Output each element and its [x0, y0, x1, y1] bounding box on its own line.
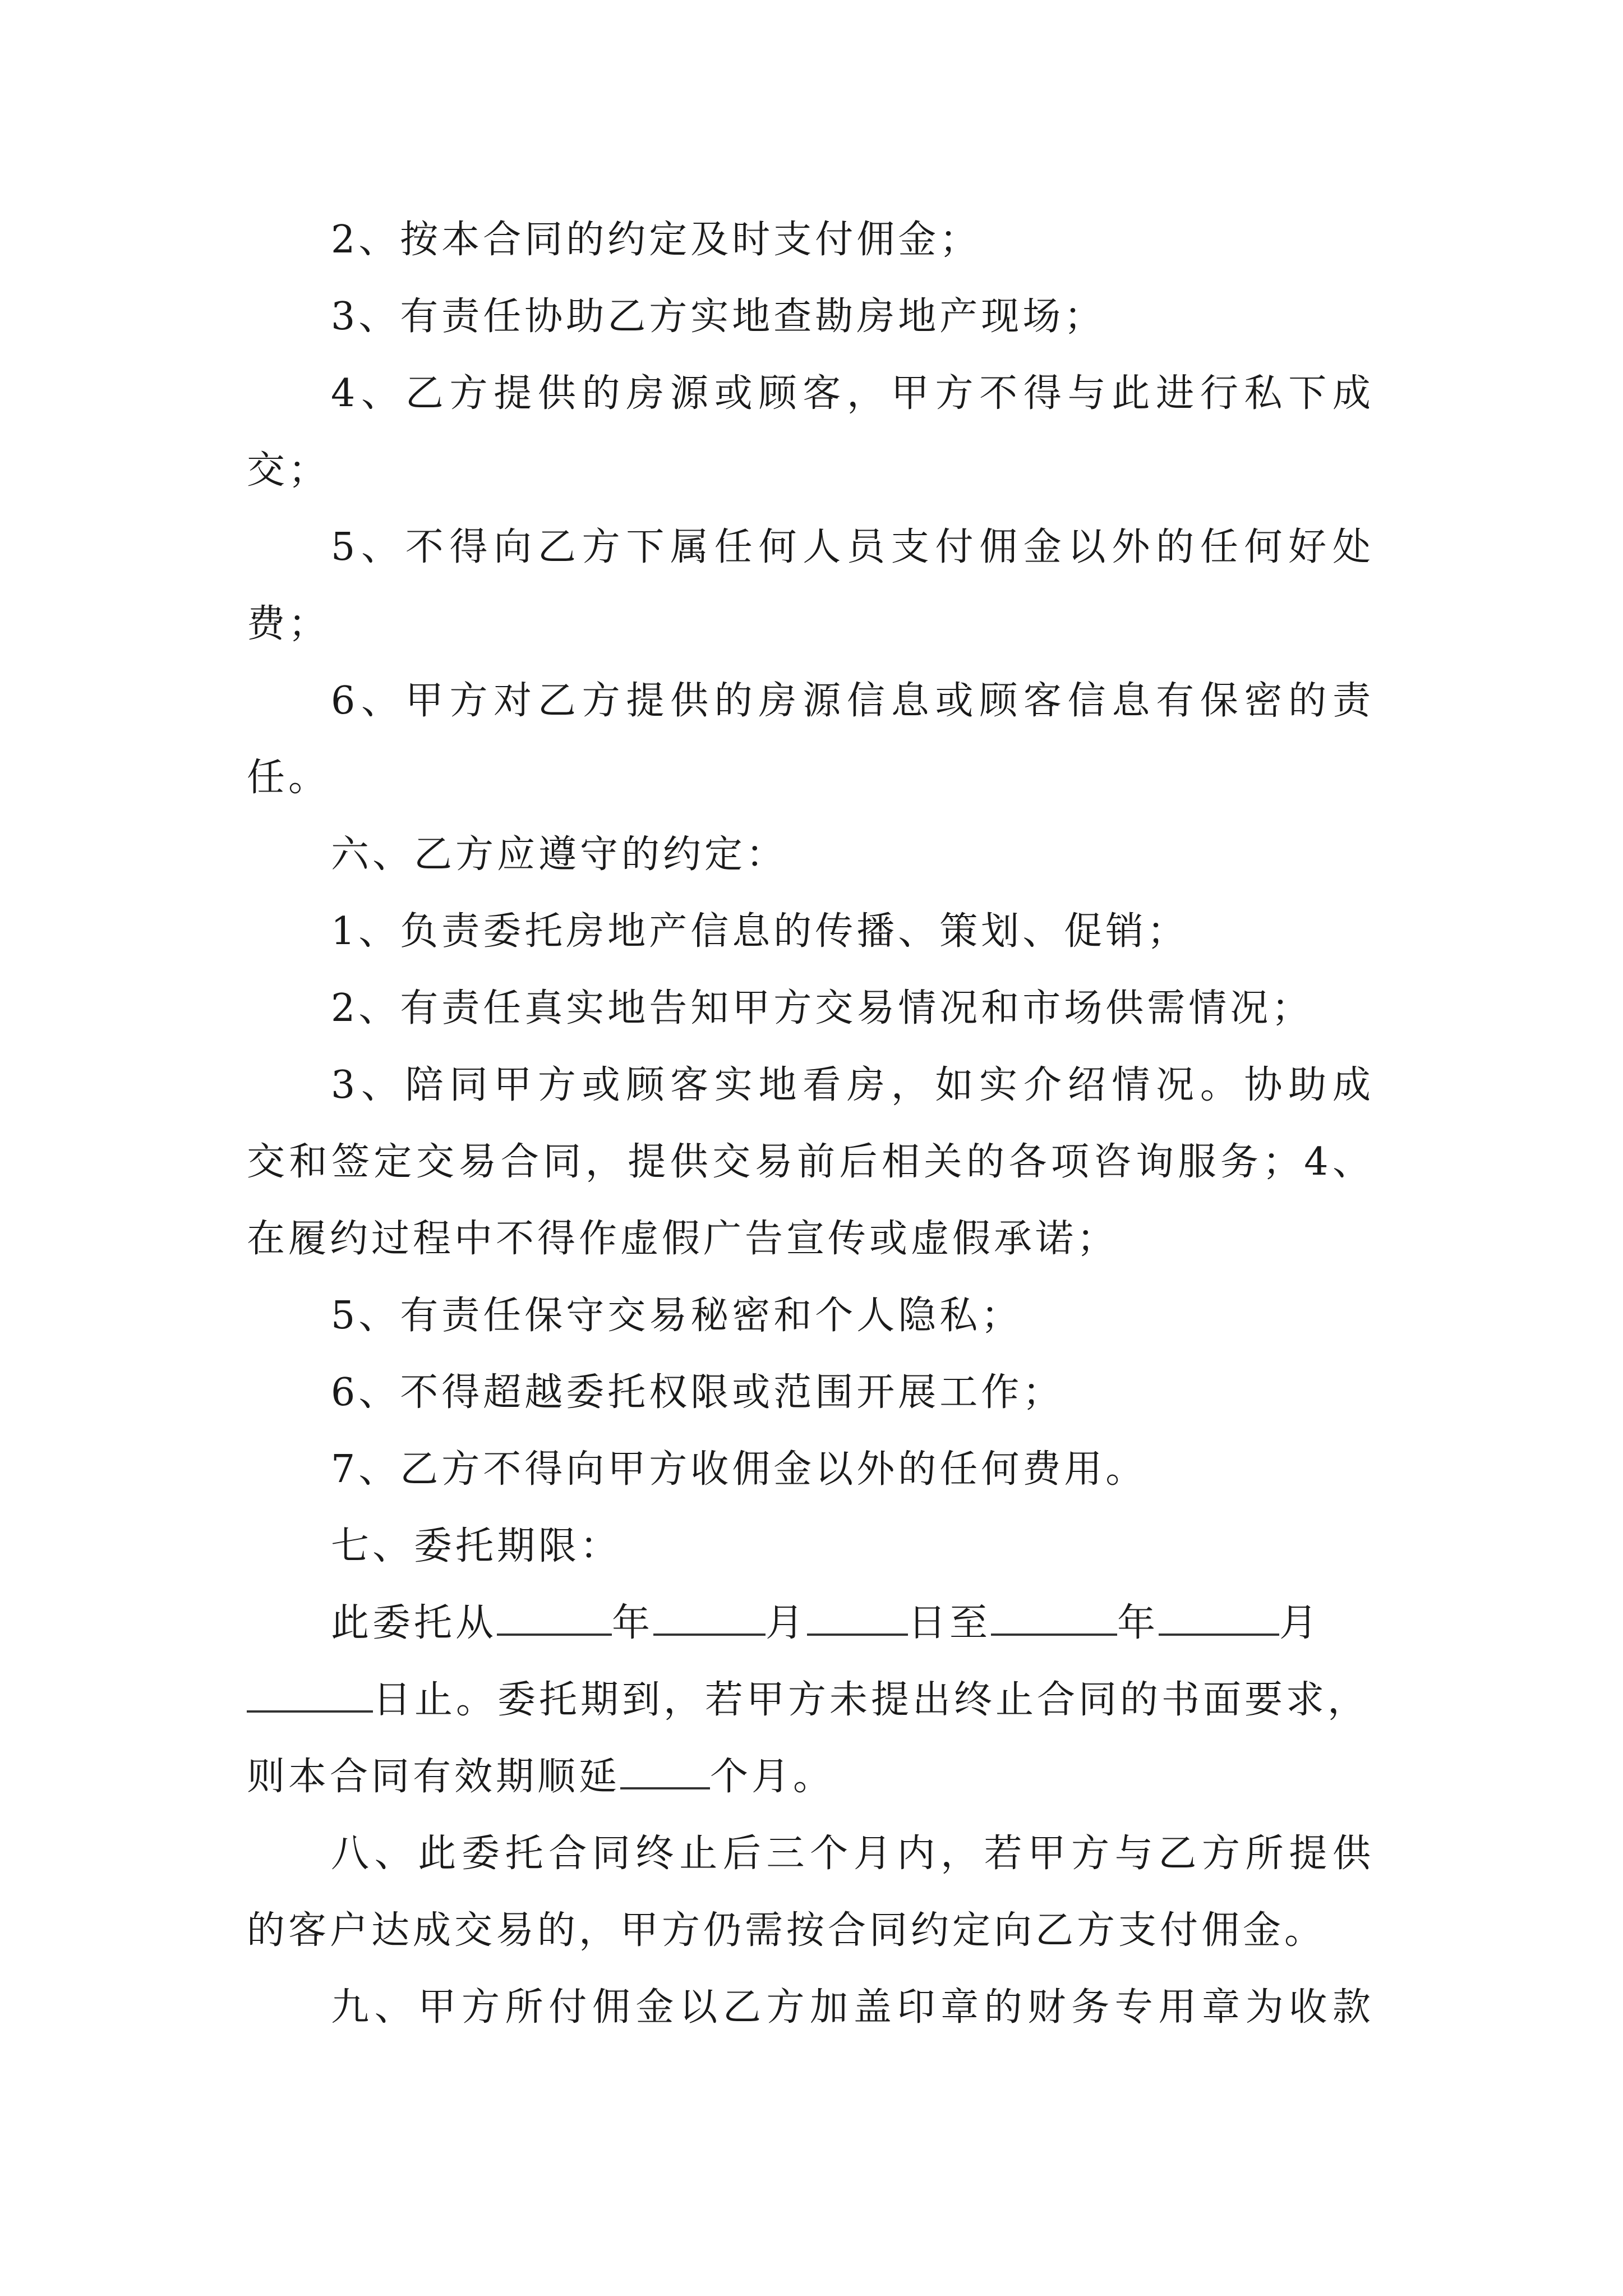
clause-6-item-3: 3、陪同甲方或顾客实地看房，如实介绍情况。协助成: [331, 1063, 1374, 1107]
term-month2-text: 月: [1279, 1601, 1321, 1645]
clause-5-item-5: 5、不得向乙方下属任何人员支付佣金以外的任何好处: [331, 525, 1374, 569]
clause-6-item-1: 1、负责委托房地产信息的传播、策划、促销；: [331, 909, 1189, 954]
section-6-heading: 六、乙方应遵守的约定：: [331, 832, 788, 877]
clause-6-item-5: 5、有责任保守交易秘密和个人隐私；: [331, 1294, 1023, 1338]
blank-end-year: [991, 1594, 1117, 1636]
blank-start-day: [807, 1594, 908, 1636]
term-year2-text: 年: [1117, 1601, 1159, 1645]
section-8: 八、此委托合同终止后三个月内，若甲方与乙方所提供: [331, 1832, 1374, 1876]
section-9: 九、甲方所付佣金以乙方加盖印章的财务专用章为收款: [331, 1985, 1374, 2030]
term-months-text: 个月。: [710, 1755, 835, 1799]
clause-5-item-6: 6、甲方对乙方提供的房源信息或顾客信息有保密的责: [331, 679, 1374, 723]
blank-extend-months: [620, 1748, 710, 1789]
blank-end-day: [247, 1671, 373, 1713]
blank-end-month: [1159, 1594, 1279, 1636]
clause-5-item-5-cont: 费；: [247, 602, 330, 646]
document-body: [247, 209, 1374, 2054]
term-clause-line-3: [247, 1746, 1374, 1823]
term-from-text: 此委托从: [331, 1601, 497, 1645]
term-day-to-text: 日至: [908, 1601, 992, 1645]
clause-5-item-3: 3、有责任协助乙方实地查勘房地产现场；: [331, 295, 1106, 339]
clause-5-item-2: 2、按本合同的约定及时支付佣金；: [331, 218, 981, 262]
clause-5-item-6-cont: 任。: [247, 756, 330, 800]
blank-start-year: [497, 1594, 612, 1636]
blank-start-month: [653, 1594, 766, 1636]
clause-5-item-4: 4、乙方提供的房源或顾客，甲方不得与此进行私下成: [331, 371, 1374, 416]
clause-6-item-7: 7、乙方不得向甲方收佣金以外的任何费用。: [331, 1447, 1147, 1492]
clause-6-item-6: 6、不得超越委托权限或范围开展工作；: [331, 1370, 1064, 1415]
clause-6-item-2: 2、有责任真实地告知甲方交易情况和市场供需情况；: [331, 986, 1313, 1030]
term-end-text: 日止。委托期到，若甲方未提出终止合同的书面要求，: [373, 1678, 1370, 1722]
term-extend-text: 则本合同有效期顺延: [247, 1755, 621, 1799]
clause-6-item-4-cont: 在履约过程中不得作虚假广告宣传或虚假承诺；: [247, 1217, 1119, 1261]
term-year-text: 年: [612, 1601, 654, 1645]
section-8-cont: 的客户达成交易的，甲方仍需按合同约定向乙方支付佣金。: [247, 1908, 1326, 1953]
term-clause-line-2: [247, 1669, 1374, 1746]
section-7-heading: 七、委托期限：: [331, 1524, 622, 1568]
term-month-text: 月: [766, 1601, 808, 1645]
clause-5-item-4-cont: 交；: [247, 448, 330, 493]
clause-6-item-3-cont: 交和签定交易合同，提供交易前后相关的各项咨询服务；4、: [247, 1140, 1374, 1184]
term-clause-line-1: [247, 1593, 1374, 1669]
